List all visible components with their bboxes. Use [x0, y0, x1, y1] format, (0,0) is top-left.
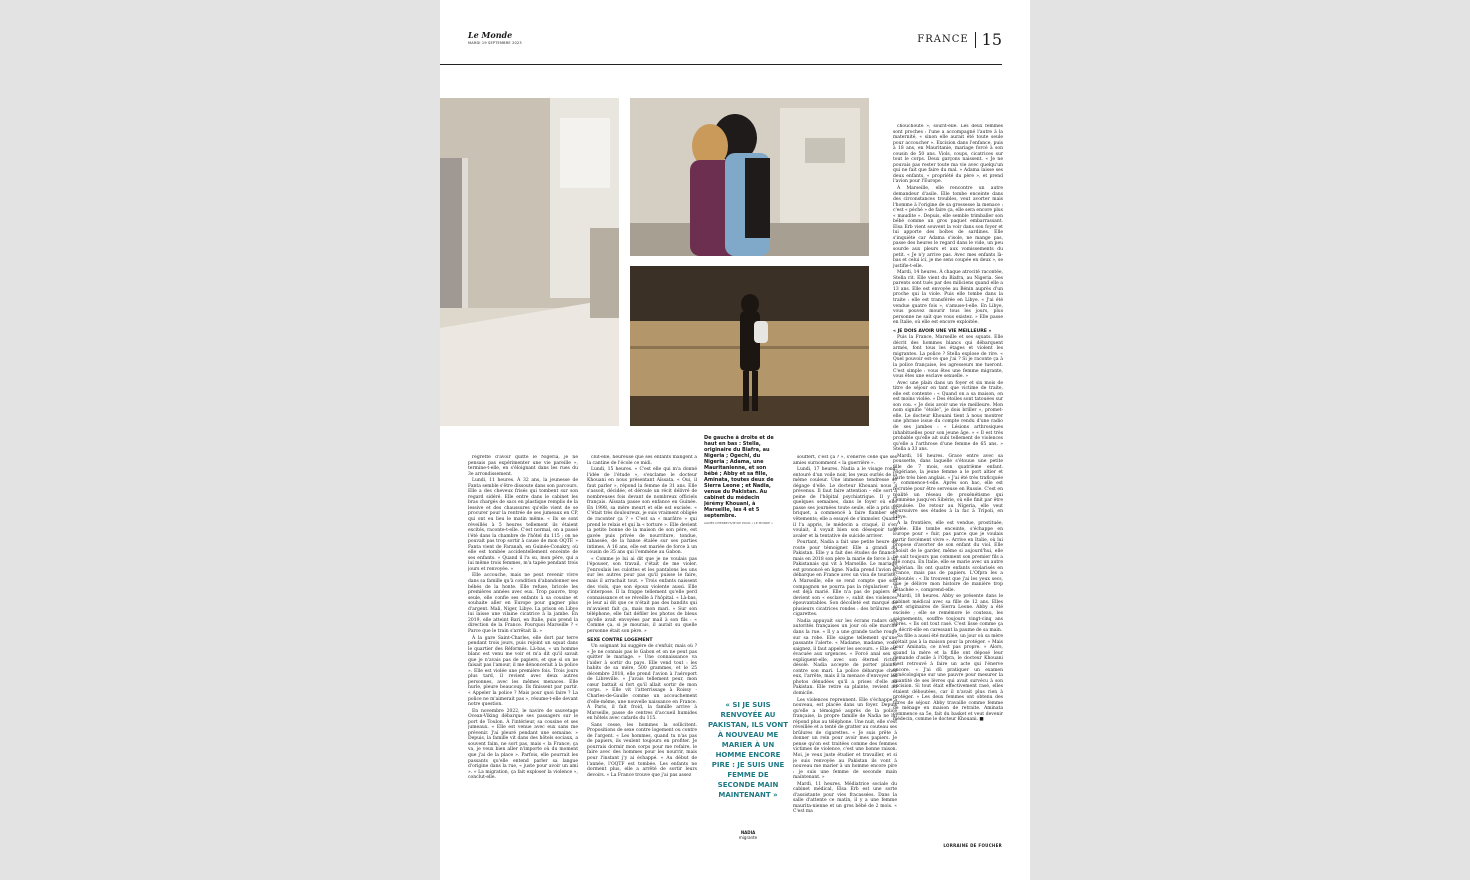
photo-woman-at-wall-image: [630, 266, 869, 426]
newspaper-page: [440, 0, 1030, 880]
paragraph: Pourtant, Nadia a fait une petite heure de route pour témoigner. Elle a grandi au Pakistan. Elle y a fait des études de finance, mais en 2018 son père la marie de force à un Pakistanais qui vit à Marseille. Le mariage est prononcé en ligne. Nadia prend l'avion et débarque en France avec un visa de touriste. À Marseille, elle se rend compte que son compagnon ne pourra pas la régulariser : il est déjà marié. Elle n'a pas de papiers et devient son « esclave », subit des violences épouvantables. Son décolleté est marqué de plusieurs cicatrices rondes : des brûlures de cigarettes.: [793, 540, 897, 618]
subheading-vie-meilleure: « JE DOIS AVOIR UNE VIE MEILLEURE »: [893, 328, 992, 334]
photo-caption: De gauche à droite et de haut en bas : Stella, originaire du Biafra, au Nigeria ; Ogechi, du Nigeria ; Adama, une Mauritanienne, et son bébé ; Abby et sa fille, Aminata, toutes deux de Sierra Leone ; et Nadia, venue du Pakistan. Au cabinet du médecin Jérémy Khouani, à Marseille, les 4 et 5 septembre.: [704, 435, 774, 519]
paragraph: À la gare Saint-Charles, elle dort par terre pendant trois jours, puis rejoint un squat dans le quartier des Réformés. Là-bas, « un homme blanc est venu me voir et m'a dit qu'il savait que je n'avais pas de papiers, et que si on ne faisait pas l'amour, il me dénoncerait à la police ». Elle est violée une première fois. Trois jours plus tard, il revient avec deux autres personnes, avec les mêmes menaces. Elle hurle, pleure beaucoup. Ils finissent par partir. « Appeler la police ? Mais pour quoi faire ? La police ne m'aimerait pas », résume-t-elle devant notre question.: [468, 635, 578, 708]
paragraph: Lundi, 11 heures. À 32 ans, la jeunesse de Fanta semble s'être dissoute dans son parcours. Elle a des cheveux frisés qui tombent sur son regard sidéré. Elle entre dans le cabinet les bras chargés de sacs en plastique remplis de la lessive et des chaussures qu'elle vient de se procurer pour la rentrée de ses jumeaux en CP, qui ont eu lieu le matin même. « Ils se sont réveillés à 5 heures tellement ils étaient excités, raconte-t-elle. C'est normal, on a passé l'été dans la chambre de l'hôtel du 115 ; on ne pouvait pas trop sortir à cause de mon OQTF. » Fanta vient de Faranah, en Guinée-Conakry, où elle est tombée accidentellement enceinte de ses enfants. « Quand il l'a su, mon père, qui a lui même trois femmes, m'a tapée pendant trois jours et renvoyée. »: [468, 478, 578, 572]
paragraph: Avec une plain dans un foyer et six mois de titre de séjour en tant que victime de traite, elle est contente : « Quand on a sa maison, on est moins violée. » Des étoiles sont tatouées sur son cou. « Je dois avoir une vie meilleure. Mon nom signifie “étoile”, je dois briller », promet-elle. Le docteur Khouani tient à nous montrer une phrase issue du compte rendu d'une radio de ses jambes : « Lésions arthrosiques inhabituelles pour son jeune âge. » « Il est très probable qu'elle ait subi tellement de violences qu'elle a l'arthrose d'une femme de 65 ans. » Stella a 33 ans.: [893, 380, 1003, 453]
paragraph: chouchoute », sourit-elle. Les deux femmes sont proches : l'une a accompagné l'autre à la maternité, « sinon elle aurait été toute seule pour accoucher ». Excision dans l'enfance, puis à 18 ans, en Mauritanie, mariage forcé à son cousin de 50 ans. Viols, coups, cicatrices sur tout le corps. Deux garçons naissent. « Je ne pouvais pas rester toute ma vie avec quelqu'un qui ne fait que faire du mal. » Adama laisse ses deux enfants, « propriété du père », et prend l'avion pour l'Europe.: [893, 124, 1003, 185]
masthead: [468, 30, 522, 45]
paragraph: regrette d'avoir quitté le Nigeria, je ne pensais pas expérimenter une vie pareille », termine-t-elle, en s'éloignant dans les rues du 3e arrondissement.: [468, 455, 578, 477]
paragraph: Lundi, 17 heures. Nadia a le visage rond, entouré d'un voile noir, les yeux ourlés de la même couleur. Une immense tendresse se dégage d'elle. Le docteur Khouani nous a prévenus. Il faut faire attention – elle sort à peine de l'hôpital psychiatrique. Il y a quelques semaines, dans le foyer où elle passe ses journées toute seule, elle a pris un briquet, a commencé à faire flamber ses vêtements; elle a essayé de s'immoler. Quand il l'a appris, le médecin a craqué, il s'en voulait, il voyait bien son désespoir tout avaler et la tentative de suicide arriver.: [793, 467, 897, 539]
paragraph: Mardi, 16 heures. Grace entre avec sa poussette, dans laquelle s'étouue une petite fille de 7 mois, son quatrième enfant. Nigériane, la jeune femme a le port altier et parle très bien anglais. « J'ai été très traficquée », commence-t-elle. Après son bac, elle est recrutée pour être serveuse en Russie. C'est en réalité un réseau de proxénétisme qui l'emmène jusqu'en Sibérie, où elle finit par être expulsée. De retour au Nigeria, elle veut poursuivre ses études à la fac à Tripoli, en Libye.: [893, 453, 1003, 520]
photo-woman-at-wall: [630, 266, 869, 426]
paragraph: Les violences reprennent. Elle s'échappe à nouveau, est placée dans un foyer. Depuis qu'elle a témoigné auprès de la police française, la propre famille de Nadia ne lui répond plus au téléphone. Une nuit, elle s'est réveillée et a tenté de gratter au couteau ses brûlures de cigarettes. « Je suis prête à donner un rein pour avoir mes papiers. Je pense qu'on est traitées comme des femmes victimes de violence, c'est une bonne raison. Moi, je veux juste étudier et travailler, et si je suis renvoyée au Pakistan ils vont à nouveau me marier à un homme encore pire : je suis une femme de seconde main maintenant. »: [793, 697, 897, 781]
article-column-4: [793, 455, 897, 865]
paragraph: À la frontière, elle est vendue, prostituée, violée. Elle tombe enceinte, s'échappe en Europe pour « fuir, pas parce que je voulais partir forcément vivre ». Arrive en Italie, où lui propose d'avorter de son enfant du viol. Elle choisit de le garder, même si aujourd'hui, elle ne sait toujours pas comment son premier fils a été conçu. En Italie, elle se marie avec un autre Nigérian. Ils ont quatre enfants scolarisés en France, mais pas de papiers. L'Ofpra les a déboutés : « Ils trouvent que j'ai les yeux secs, que je délivre mon histoire de manière trop détachée », comprend-elle.: [893, 521, 1003, 593]
pull-quote-author-role: migrante: [738, 835, 758, 840]
paragraph: Puis la France, Marseille et ses squats. Elle décrit des hommes blancs qui débarquent armés, font tous les étages et violent les migrantes. La police ? Stella explose de rire. « Quel pouvoir est-ce que j'ai ? Si je raconte ça à la police française, les agresseurs me tueront. C'est simple : vous êtes une femme migrante, vous êtes une esclave sexuelle. »: [893, 335, 1003, 380]
newspaper-logo: Le Monde: [468, 30, 513, 40]
page-number: 15: [981, 30, 1002, 49]
pull-quote-attribution: [708, 830, 788, 840]
photo-clinic-room: [440, 98, 619, 426]
article-column-1: [468, 455, 578, 865]
article-byline: LORRAINE DE FOUCHER: [943, 843, 1002, 848]
article-column-2: [587, 455, 697, 865]
section-name: FRANCE: [917, 32, 975, 48]
paragraph: Un soignant lui suggère de s'enfuir, mais où ? « Je ne connais pas le Gabon et on ne peut pas quitter le mariage. » Une connaissance va l'aider à sortir du pays. Elle vend tout : les habits de sa mère, 500 grammes, et le 25 décembre 2018, elle prend l'avion à l'aéroport de Libreville. « J'avais tellement peur, mon cœur battait si fort qu'il allait sortir de mon corps. » Elle vit l'atterrissage à Roissy - Charles-de-Gaulle comme un accouchement d'elle-même, une nouvelle naissance en France. À Paris, il fait froid, la famille arrive à Marseille, passe de centres d'accueil humides en hôtels avec cafards du 115.: [587, 644, 697, 722]
paragraph: Sans cesse, les hommes la sollicitent. Propositions de sexe contre logement ou contre de l'argent. « Les hommes, quand tu n'as pas de papiers, ils veulent toujours en profiter. Je pourrais dormir mon corps pour me refaire, le faire avec des hommes pour les nourrir, mais pour l'instant j'y ai échappé. » Au début de l'année, l'OQTF est tombée. Les enfants ne dorment plus, elle a arrêté de sortir leurs devoirs. « La France trouve que j'ai pas assez: [587, 722, 697, 778]
paragraph: Sa fille a aussi été mutilée, un jour où sa mère n'était pas à la maison pour la protéger. « Mais pour Aminata, ce n'est pas propre. » Alors, quand la mère et la fille ont déposé leur demande d'asile à l'Ofpra, le docteur Khouani s'est retrouvé à faire un acte qui l'énerve encore. « J'ai dû pratiquer un examen gynécologique sur une pauvre pour mesurer la quantité de ses lèvres qui avait survécu à son excision. Si tout était effectivement rasé, elles étaient déboutées, car il n'avait plus rien à protéger. » Les deux femmes ont obtenu des titres de séjour. Abby travaille comme femme de ménage en maison de retraite. Aminata commence sa 5e, fait du basket et veut devenir médecin, comme le docteur Khouani. ■: [893, 634, 1003, 723]
header-rule: [440, 64, 1002, 65]
paragraph: Nadia appuyait sur les écrans radars des autorités françaises un jour où elle marche dans la rue. « Il y a une grande tache rouge sur sa robe. Elle saigne tellement qu'une passante l'alerte. « Madame, madame, vous saignez, il faut appeler les secours. » Elle est évacuée aux urgences. « Forcé anal sex », expliquent-elle, avec son éternel rictus désolé. Nadia accepte de porter plainte contre son mari. La police débarque chez eux, l'arrête, mais il la menace d'envoyer les photos dénudées qu'il a prises d'elle au Pakistan. Elle retire sa plainte, revient au domicile.: [793, 618, 897, 696]
paragraph: En novembre 2022, le navire de sauvetage Ocean-Viking débarque ses passagers sur le port de Toulon. À l'intérieur, sa cousine et ses jumeaux. « Elle est venue avec eux sans me prévenir. J'ai pleuré pendant une semaine. » Depuis, la famille vit dans des hôtels sociaux, a souvent faim, ne sort pas, mais « la France, ça va, je veux bien aller n'importe où du moment que j'ai de la place ». Parfois, elle pourrait les passants qu'elle entend parler sa langue d'origine dans la rue, « juste pour avoir un ami ». « La migration, ça fait exploser la violence », conclut-elle.: [468, 708, 578, 781]
subheading-sexe-contre-logement: SEXE CONTRE LOGEMENT: [587, 637, 653, 643]
photo-credit: AGNÈS DHERBEYS/MYOP POUR « LE MONDE »: [704, 521, 773, 525]
paragraph: Mardi, 11 heures. Médiatrice sociale du cabinet médical, Elsa Erb est une sorte d'assistante pour vies fracassées. Dans la salle d'attente ce matin, il y a une femme maurita-nienne et un gros bébé de 2 mois. « C'est ma: [793, 781, 897, 815]
paragraph: clut-elle, heureuse que ses enfants mangent à la cantine de l'école ce midi.: [587, 455, 697, 466]
paragraph: « Comme je lui ai dit que je ne voulais pas l'épouser, son travail, c'était de me violer. J'enroulais les culottes et les pantalons les uns sur les autres pour pas qu'il puisse le faire, mais il arrachait tout. » Trois enfants naissent des viols, que son époux violente aussi. Elle s'interpose. Il la frappe tellement qu'elle perd connaissance et se réveille à l'hôpital. « Là-bas, je leur ai dit que ce n'était pas des bandits qui m'avaient fait ça, mais mon mari. » Sur son téléphone, elle fait défiler les photos de bleus qu'elle avait envoyées par mail à son fils : « Comme ça, si je mourais, il aurait su quelle personne était son père. »: [587, 556, 697, 634]
pull-quote-author: NADIA: [740, 830, 756, 835]
photo-caption-column: [704, 435, 774, 595]
paragraph: Mardi, 14 heures. À chaque atrocité racontée, Stella rit. Elle vient du Biafra, au Nigeria. Ses parents sont tués par des miliciens quand elle a 13 ans. Elle est envoyée au Bénin auprès d'un proche qui la viole. Puis elle tombe dans la traite : elle est transférée en Libye. « J'ai été vendue quatre fois », s'amuse-t-elle. En Libye, vous pouvez mourir tous les jours, plus personne ne sait que vous existez. » Elle passe en Italie, où elle est encore exploitée.: [893, 270, 1003, 326]
paragraph: À Marseille, elle rencontre un autre demandeur d'asile. Elle tombe enceinte dans des circonstances troubles, veut avorter mais l'homme à l'origine de sa grossesse la menace : c'est « péché » de faire ça, elle sera encore plus « maudite ». Depuis, elle semble trimballer son bébé comme un gros paquet embarrassant. Elsa Erb vient souvent la voir dans son foyer et lui apporte des boîtes de sardines. Elle s'inquiète car Adama s'isole, ne mange pas, passe des heures le regard dans le vide, un peu sourde aux pleurs et aux vomissements du petit. « Je n'y arrive pas. Avec mes enfants là-bas et celui ici, je me sens coupée en deux », se justifie-t-elle.: [893, 186, 1003, 269]
photo-two-women-embrace: [630, 98, 869, 256]
pull-quote: « SI JE SUIS RENVOYÉE AU PAKISTAN, ILS VONT À NOUVEAU ME MARIER À UN HOMME ENCORE PIRE : JE SUIS UNE FEMME DE SECONDE MAIN MAINTENANT »: [708, 701, 789, 799]
paragraph: souffert, c'est ça ? », s'énerve celle que ses amies surnomment « la guerrière ».: [793, 455, 897, 466]
section-header: [917, 30, 1002, 49]
photo-two-women-embrace-image: [630, 98, 869, 256]
issue-date: MARDI 19 SEPTEMBRE 2023: [468, 41, 522, 45]
paragraph: Mardi, 18 heures. Abby se présente dans le cabinet médical avec sa fille de 12 ans. Elles sont originaires de Sierra Leone. Abby a été excisée ; elle se remémore le couteau, les saignements, souffre toujours vingt-cinq ans après. « Ils ont tout rasé. C'est lisse comme ça », décrit-elle en caressant la paume de sa main.: [893, 594, 1003, 633]
article-column-5: [893, 124, 1003, 864]
paragraph: Lundi, 15 heures. « C'est elle qui m'a donné l'idée de l'étude », s'exclame le docteur Khouani en nous présentant Aïssata. « Oui, il faut parler », répond la femme de 31 ans. Elle s'assoit, décidée, et déroule un récit délivré de nombreuses fois devant de nombreux officiels français. Aïssata passe son enfance en Guinée. En 1998, sa mère meurt et elle est excisée. « C'était très douloureux, je suis vraiment obligée de raconter ça ? » C'est sa « marâtre » qui prend le relais et qui la « torture ». Elle devient la petite bonne de la maison de son père, est gavée puis privée de nourriture, tondue, tabassée, de la hanse étalée sur ses parties intimes. À 16 ans, elle est mariée de force à un cousin de 35 ans qui l'emmène au Gabon.: [587, 467, 697, 556]
photo-clinic-room-image: [440, 98, 619, 426]
paragraph: Elle accouche, mais ne peut revenir vivre dans sa famille qu'à condition d'abandonner ses bébés de la honte. Elle refuse, bricole les premières années avec eux. Trop pauvre, trop seule, elle confie ses enfants à sa cousine et souhaite aller en Europe pour gagner plus d'argent. Mali, Niger, Libye. La prison en Libye lui laisse une vilaine cicatrice à la jambe. En 2019, elle atteint Bari, en Italie, puis prend la direction de la France. Pourquoi Marseille ? « Parce que le train s'arrêtait là. »: [468, 573, 578, 634]
